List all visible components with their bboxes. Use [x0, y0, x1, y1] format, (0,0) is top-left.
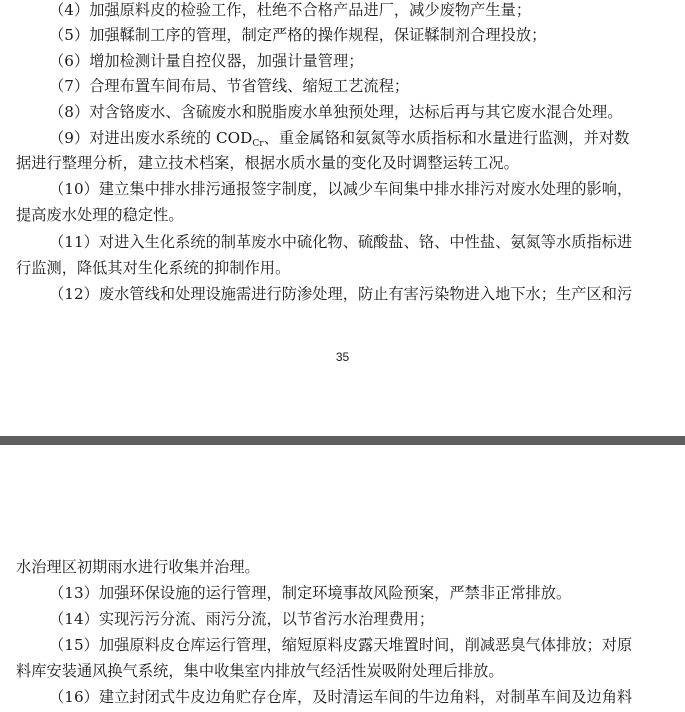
- document-page-bottom: [0, 445, 685, 712]
- paragraph-item-12-continuation: 水治理区初期雨水进行收集并治理。: [16, 558, 260, 576]
- paragraph-item-5: （5）加强鞣制工序的管理，制定严格的操作规程，保证鞣制剂合理投放；: [49, 26, 547, 44]
- paragraph-item-16-line-1: （16）建立封闭式牛皮边角贮存仓库，及时清运车间的牛边角料，对制革车间及边角料: [49, 688, 633, 706]
- paragraph-item-13: （13）加强环保设施的运行管理，制定环境事故风险预案，严禁非正常排放。: [49, 584, 572, 602]
- paragraph-item-9-line-2: 据进行整理分析，建立技术档案，根据水质水量的变化及时调整运转工况。: [16, 154, 519, 172]
- page-break-divider: [0, 436, 685, 445]
- paragraph-item-10-line-2: 提高废水处理的稳定性。: [16, 206, 184, 224]
- item-9-text-after: 、重金属铬和氨氮等水质指标和水量进行监测，并对数: [263, 129, 630, 147]
- paragraph-item-11-line-2: 行监测，降低其对生化系统的抑制作用。: [16, 259, 291, 277]
- paragraph-item-7: （7）合理布置车间布局、节省管线、缩短工艺流程；: [49, 77, 410, 95]
- paragraph-item-8: （8）对含铬废水、含硫废水和脱脂废水单独预处理，达标后再与其它废水混合处理。: [49, 103, 623, 121]
- paragraph-item-15-line-1: （15）加强原料皮仓库运行管理，缩短原料皮露天堆置时间，削减恶臭气体排放；对原: [49, 636, 633, 654]
- paragraph-item-11-line-1: （11）对进入生化系统的制革废水中硫化物、硫酸盐、铬、中性盐、氨氮等水质指标进: [49, 233, 633, 251]
- item-9-text-before: （9）对进出废水系统的 COD: [49, 129, 253, 147]
- paragraph-item-10-line-1: （10）建立集中排水排污通报签字制度，以减少车间集中排水排污对废水处理的影响，: [49, 180, 633, 198]
- paragraph-item-15-line-2: 料库安装通风换气系统，集中收集室内排放气经活性炭吸附处理后排放。: [16, 662, 504, 680]
- paragraph-item-9-line-1: [49, 128, 676, 154]
- paragraph-item-12-line-1: （12）废水管线和处理设施需进行防渗处理，防止有害污染物进入地下水；生产区和污: [49, 285, 633, 303]
- paragraph-item-6: （6）增加检测计量自控仪器，加强计量管理；: [49, 52, 364, 70]
- page-number: 35: [335, 350, 350, 364]
- item-9-subscript: Cr: [252, 139, 264, 149]
- paragraph-item-4: （4）加强原料皮的检验工作，杜绝不合格产品进厂，减少废物产生量；: [49, 1, 532, 19]
- paragraph-item-14: （14）实现污污分流、雨污分流，以节省污水治理费用；: [49, 610, 435, 628]
